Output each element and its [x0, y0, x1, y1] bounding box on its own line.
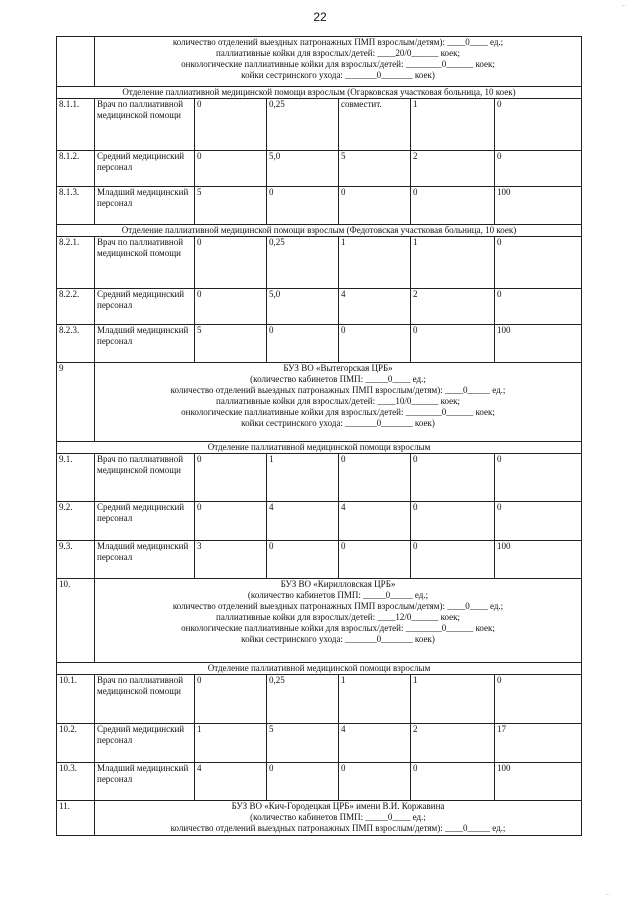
staff-value: 0,25: [267, 237, 339, 289]
staff-role: Врач по паллиативной медицинской помощи: [95, 454, 195, 502]
section-row: [57, 442, 582, 454]
staff-value: 2: [411, 289, 495, 325]
staff-value: 1: [411, 237, 495, 289]
info-line: БУЗ ВО «Вытегорская ЦРБ»: [283, 363, 393, 373]
footer-mark: ...: [605, 891, 610, 897]
section-heading: Отделение паллиативной медицинской помощи взрослым: [57, 442, 582, 454]
info-line: (количество кабинетов ПМП: _____0____ ед.;: [250, 374, 426, 384]
staff-role: Младший медицинский персонал: [95, 541, 195, 579]
staff-value: 0: [195, 289, 267, 325]
info-line: койки сестринского ухода: _______0_______ коек): [241, 634, 435, 644]
organization-row: [57, 37, 582, 87]
staff-value: 100: [495, 187, 582, 225]
info-line: БУЗ ВО «Кирилловская ЦРБ»: [280, 579, 396, 589]
info-line: БУЗ ВО «Кич-Городецкая ЦРБ» имени В.И. Коржавина: [231, 801, 445, 811]
staff-value: 0: [195, 151, 267, 187]
staff-value: 0: [495, 151, 582, 187]
table-row: [57, 151, 582, 187]
info-line: онкологические паллиативные койки для взрослых/детей: ________0______ коек;: [181, 623, 495, 633]
table-row: [57, 724, 582, 763]
staff-role: Младший медицинский персонал: [95, 763, 195, 801]
staff-value: 0: [411, 763, 495, 801]
staff-value: 0: [495, 237, 582, 289]
row-number: [57, 37, 95, 87]
row-number: 9.1.: [57, 454, 95, 502]
staff-value: 0: [411, 454, 495, 502]
staff-value: 100: [495, 541, 582, 579]
staff-role: Средний медицинский персонал: [95, 151, 195, 187]
staff-value: 5: [195, 187, 267, 225]
table-row: [57, 187, 582, 225]
staff-value: 0: [411, 541, 495, 579]
section-row: [57, 225, 582, 237]
staff-value: 0: [195, 237, 267, 289]
table-row: [57, 237, 582, 289]
staff-value: 1: [411, 675, 495, 724]
staff-value: 0: [267, 541, 339, 579]
staff-value: 4: [195, 763, 267, 801]
staff-value: 100: [495, 325, 582, 363]
staff-value: 5,0: [267, 289, 339, 325]
info-line: онкологические паллиативные койки для взрослых/детей: ________0______ коек;: [181, 59, 495, 69]
table-row: [57, 289, 582, 325]
staff-value: 0: [495, 454, 582, 502]
info-line: онкологические паллиативные койки для взрослых/детей: ________0______ коек;: [181, 407, 495, 417]
staff-value: 0: [495, 502, 582, 541]
staff-value: 0,25: [267, 675, 339, 724]
section-heading: Отделение паллиативной медицинской помощи взрослым: [57, 663, 582, 675]
organization-info: [95, 801, 582, 836]
staff-value: 0: [339, 541, 411, 579]
staff-value: 5: [267, 724, 339, 763]
row-number: 8.1.1.: [57, 99, 95, 151]
info-line: (количество кабинетов ПМП: _____0____ ед.;: [250, 812, 426, 822]
staff-role: Средний медицинский персонал: [95, 724, 195, 763]
row-number: 8.2.2.: [57, 289, 95, 325]
info-line: количество отделений выездных патронажных ПМП взрослым/детям): ____0_____ ед.;: [170, 385, 506, 395]
staff-value: 0: [411, 187, 495, 225]
staff-role: Врач по паллиативной медицинской помощи: [95, 99, 195, 151]
section-heading: Отделение паллиативной медицинской помощи взрослым (Огарковская участковая больница, 10 коек): [57, 87, 582, 99]
row-number: 8.2.3.: [57, 325, 95, 363]
info-line: паллиативные койки для взрослых/детей: ____12/0______ коек;: [216, 612, 460, 622]
staff-value: 1: [267, 454, 339, 502]
section-heading: Отделение паллиативной медицинской помощи взрослым (Федотовская участковая больница, 10 коек): [57, 225, 582, 237]
row-number: 10.3.: [57, 763, 95, 801]
info-line: паллиативные койки для взрослых/детей: ____20/0______ коек;: [216, 48, 460, 58]
table-row: [57, 502, 582, 541]
staff-value: 0: [339, 187, 411, 225]
row-number: 8.1.2.: [57, 151, 95, 187]
info-line: количество отделений выездных патронажных ПМП взрослым/детям): ____0____ ед.;: [172, 601, 504, 611]
staff-role: Младший медицинский персонал: [95, 187, 195, 225]
organization-info: [95, 363, 582, 442]
staff-value: 0: [495, 289, 582, 325]
staff-value: 1: [195, 724, 267, 763]
staff-role: Врач по паллиативной медицинской помощи: [95, 237, 195, 289]
staff-value: 0: [267, 187, 339, 225]
table-row: [57, 325, 582, 363]
staff-value: 100: [495, 763, 582, 801]
staff-value: 17: [495, 724, 582, 763]
staff-value: 0: [267, 763, 339, 801]
staff-role: Врач по паллиативной медицинской помощи: [95, 675, 195, 724]
staff-value: 5: [195, 325, 267, 363]
staff-value: 0: [339, 454, 411, 502]
table-row: [57, 763, 582, 801]
staff-value: 0: [195, 99, 267, 151]
staff-value: 4: [339, 289, 411, 325]
staff-value: 5,0: [267, 151, 339, 187]
corner-mark: ...: [621, 2, 626, 8]
organization-info: [95, 579, 582, 663]
staff-value: 0: [411, 325, 495, 363]
staff-value: совместит.: [339, 99, 411, 151]
info-line: койки сестринского ухода: _______0_______ коек): [241, 418, 435, 428]
staff-value: 0: [411, 502, 495, 541]
organization-info: [95, 37, 582, 87]
row-number: 10.1.: [57, 675, 95, 724]
organization-row: [57, 579, 582, 663]
page-number: 22: [313, 10, 327, 24]
staff-value: 4: [339, 502, 411, 541]
info-line: паллиативные койки для взрослых/детей: ____10/0______ коек;: [216, 396, 460, 406]
staff-value: 0: [339, 325, 411, 363]
staff-value: 0: [195, 502, 267, 541]
row-number: 9: [57, 363, 95, 442]
table-row: [57, 99, 582, 151]
staff-value: 0: [195, 675, 267, 724]
staff-role: Младший медицинский персонал: [95, 325, 195, 363]
staff-value: 0,25: [267, 99, 339, 151]
table-row: [57, 675, 582, 724]
staff-value: 5: [339, 151, 411, 187]
info-line: койки сестринского ухода: _______0_______ коек): [241, 70, 435, 80]
section-row: [57, 663, 582, 675]
organization-row: [57, 363, 582, 442]
staff-value: 2: [411, 151, 495, 187]
staffing-table: [56, 36, 582, 836]
info-line: количество отделений выездных патронажных ПМП взрослым/детям): ____0____ ед.;: [172, 37, 504, 47]
row-number: 8.1.3.: [57, 187, 95, 225]
staff-value: 0: [495, 99, 582, 151]
row-number: 10.: [57, 579, 95, 663]
staff-value: 1: [411, 99, 495, 151]
staff-value: 0: [339, 763, 411, 801]
organization-row: [57, 801, 582, 836]
info-line: количество отделений выездных патронажных ПМП взрослым/детям): ____0_____ ед.;: [170, 823, 506, 833]
section-row: [57, 87, 582, 99]
staff-value: 2: [411, 724, 495, 763]
staff-role: Средний медицинский персонал: [95, 502, 195, 541]
table-row: [57, 454, 582, 502]
row-number: 11.: [57, 801, 95, 836]
staff-role: Средний медицинский персонал: [95, 289, 195, 325]
staff-value: 1: [339, 237, 411, 289]
row-number: 9.2.: [57, 502, 95, 541]
staff-value: 3: [195, 541, 267, 579]
row-number: 8.2.1.: [57, 237, 95, 289]
table-row: [57, 541, 582, 579]
staff-value: 0: [267, 325, 339, 363]
staff-value: 0: [195, 454, 267, 502]
staff-value: 4: [267, 502, 339, 541]
staff-value: 1: [339, 675, 411, 724]
row-number: 10.2.: [57, 724, 95, 763]
staff-value: 0: [495, 675, 582, 724]
info-line: (количество кабинетов ПМП: _____0_____ ед.;: [247, 590, 429, 600]
staff-value: 4: [339, 724, 411, 763]
row-number: 9.3.: [57, 541, 95, 579]
